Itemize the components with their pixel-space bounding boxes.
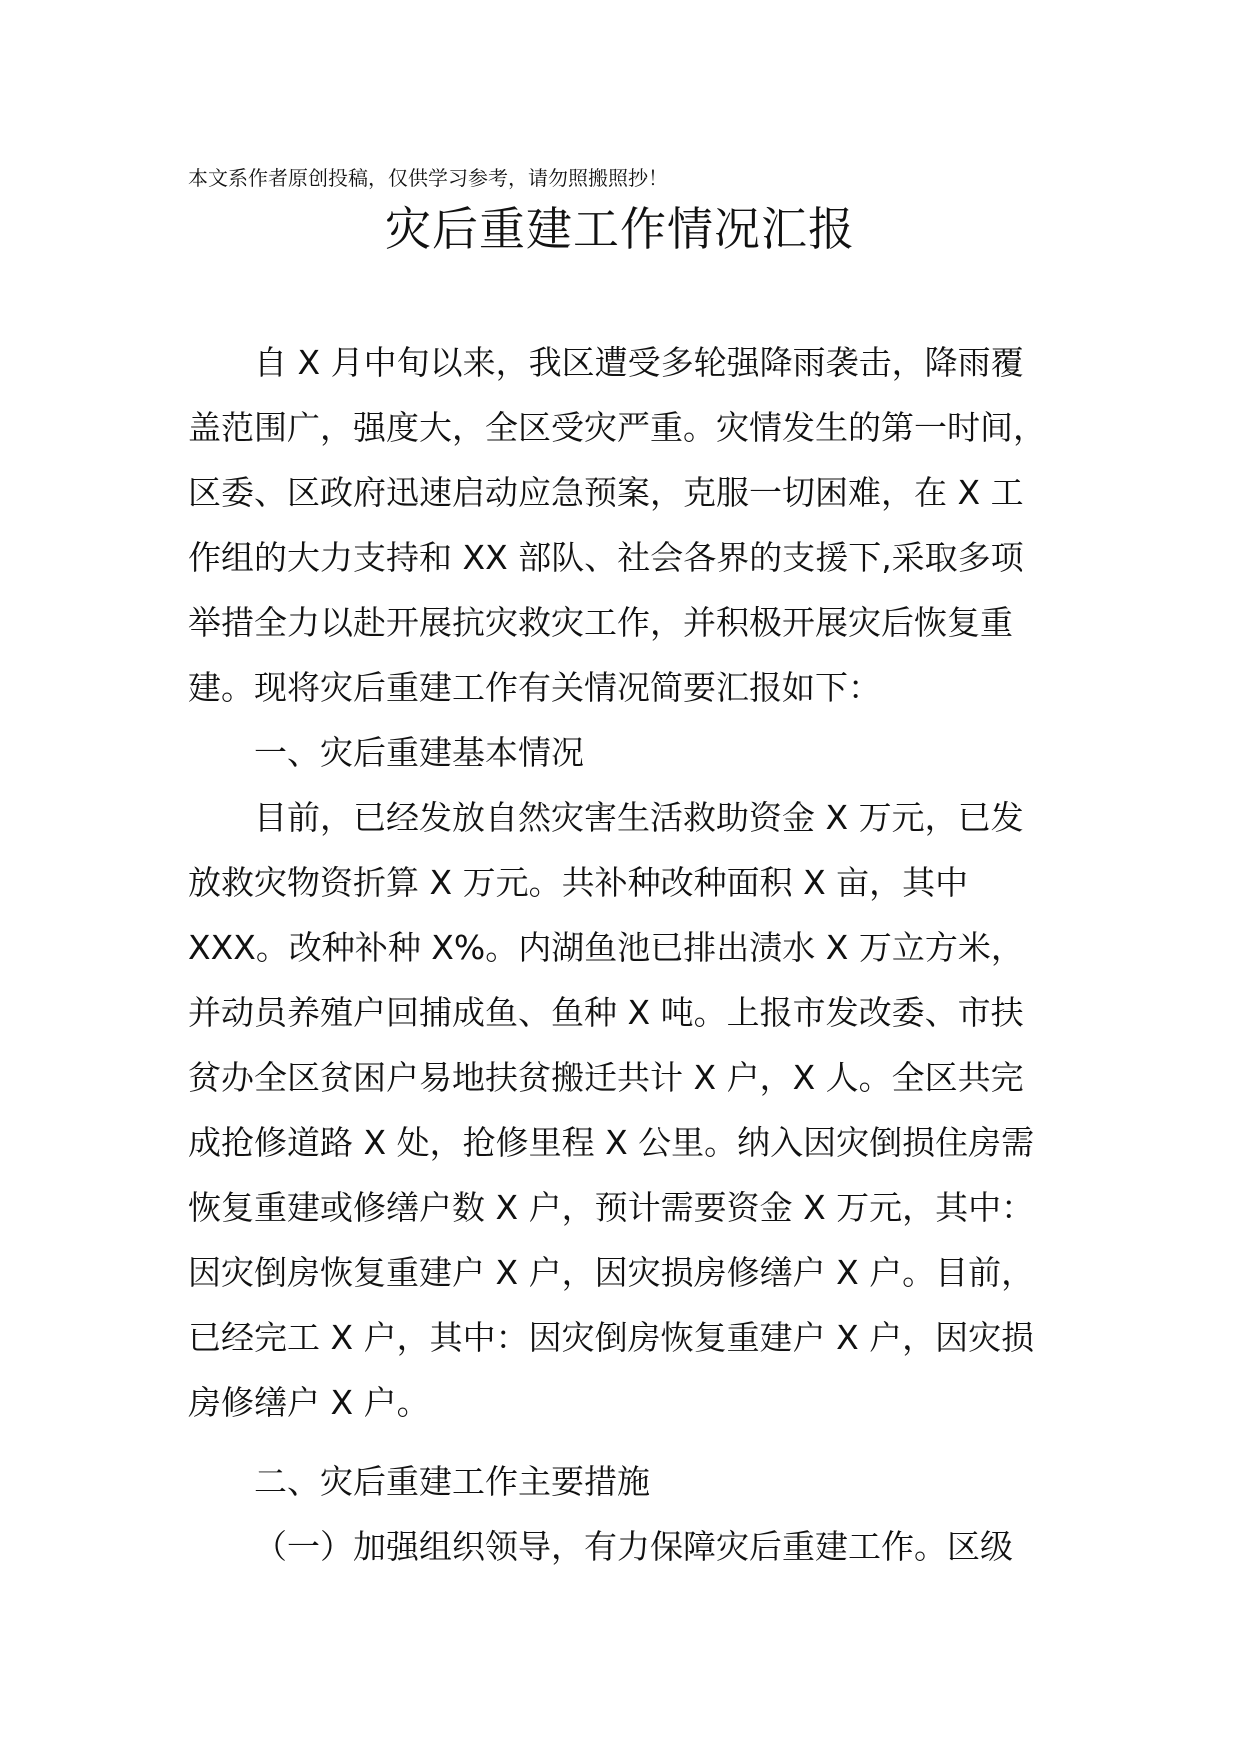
document-body bbox=[188, 330, 1068, 1579]
paragraph-line: 目前，已经发放自然灾害生活救助资金 X 万元，已发 bbox=[254, 798, 1024, 837]
paragraph-line: 作组的大力支持和 XX 部队、社会各界的支援下,采取多项 bbox=[188, 538, 1024, 577]
section-heading: 一、灾后重建基本情况 bbox=[254, 733, 584, 772]
paragraph-line: 已经完工 X 户，其中：因灾倒房恢复重建户 X 户，因灾损 bbox=[188, 1318, 1035, 1357]
section-heading: 二、灾后重建工作主要措施 bbox=[254, 1462, 650, 1501]
paragraph-line: 房修缮户 X 户。 bbox=[188, 1383, 430, 1422]
paragraph-gap bbox=[188, 1435, 1068, 1449]
disclaimer-note: 本文系作者原创投稿，仅供学习参考，请勿照搬照抄！ bbox=[188, 166, 668, 190]
subsection-heading: （一）加强组织领导，有力保障灾后重建工作。区级 bbox=[254, 1527, 1013, 1566]
paragraph-line: 因灾倒房恢复重建户 X 户，因灾损房修缮户 X 户。目前， bbox=[188, 1253, 1035, 1292]
paragraph-line: 贫办全区贫困户易地扶贫搬迁共计 X 户，X 人。全区共完 bbox=[188, 1058, 1024, 1097]
page-title: 灾后重建工作情况汇报 bbox=[385, 202, 855, 256]
paragraph-line: 放救灾物资折算 X 万元。共补种改种面积 X 亩，其中 bbox=[188, 863, 969, 902]
paragraph-line: 盖范围广，强度大，全区受灾严重。灾情发生的第一时间， bbox=[188, 408, 1046, 447]
paragraph-line: 恢复重建或修缮户数 X 户，预计需要资金 X 万元，其中： bbox=[188, 1188, 1035, 1227]
paragraph-line: 建。现将灾后重建工作有关情况简要汇报如下： bbox=[188, 668, 881, 707]
paragraph-line: 成抢修道路 X 处，抢修里程 X 公里。纳入因灾倒损住房需 bbox=[188, 1123, 1035, 1162]
paragraph-line: 举措全力以赴开展抗灾救灾工作，并积极开展灾后恢复重 bbox=[188, 603, 1013, 642]
paragraph-line: 并动员养殖户回捕成鱼、鱼种 X 吨。上报市发改委、市扶 bbox=[188, 993, 1024, 1032]
paragraph-line: 自 X 月中旬以来，我区遭受多轮强降雨袭击，降雨覆 bbox=[254, 343, 1024, 382]
paragraph-line: XXX。改种补种 X%。内湖鱼池已排出渍水 X 万立方米， bbox=[188, 928, 1024, 967]
paragraph-line: 区委、区政府迅速启动应急预案，克服一切困难，在 X 工 bbox=[188, 473, 1024, 512]
